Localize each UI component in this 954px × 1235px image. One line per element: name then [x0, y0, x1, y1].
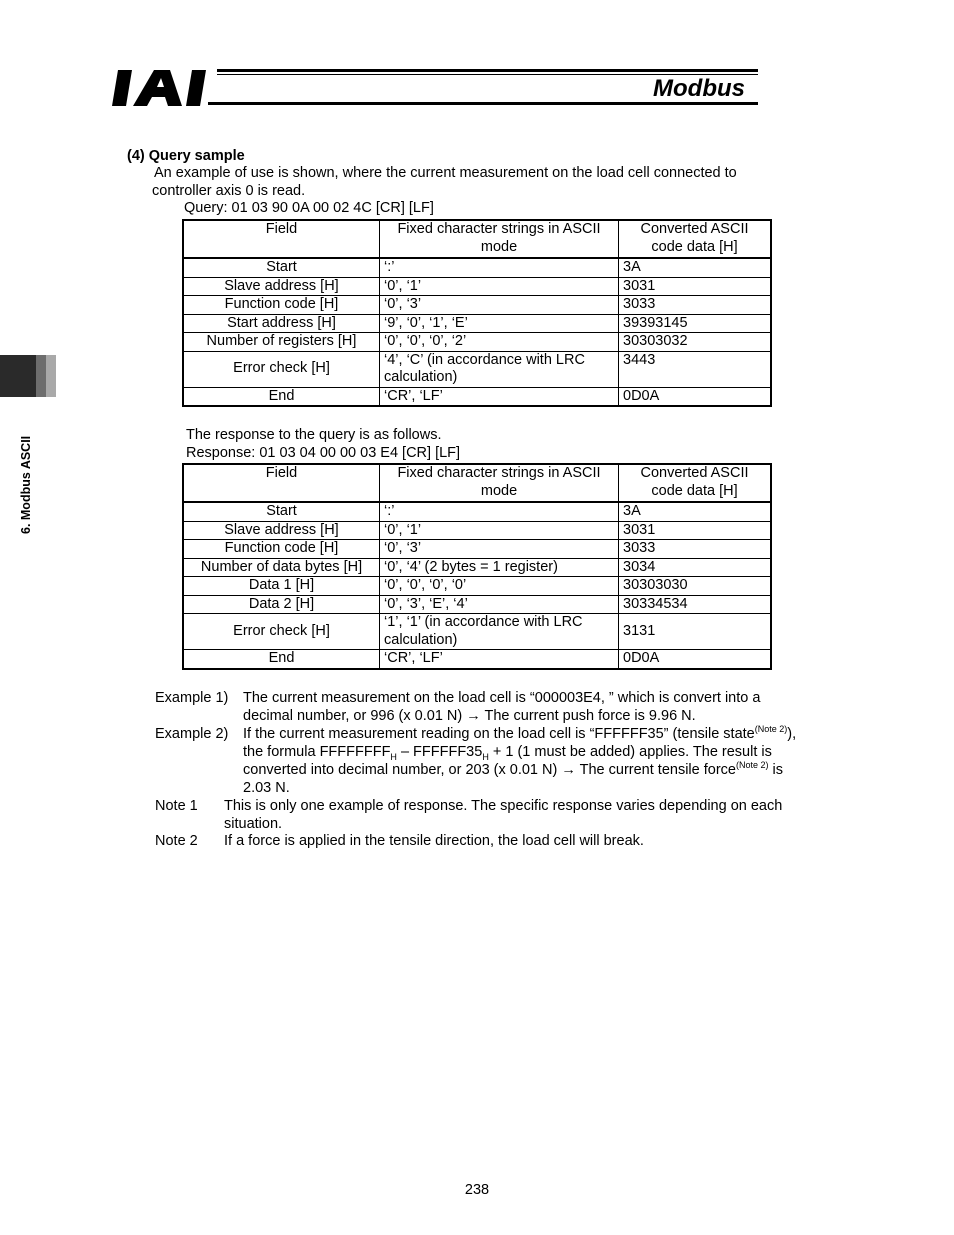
cell-field: Data 2 [H] [183, 595, 380, 614]
table-header-row [183, 220, 771, 258]
note-ref: (Note 2) [735, 760, 769, 771]
table-row [183, 540, 771, 559]
chapter-tab-marker-mid [36, 355, 46, 397]
cell-field: Start [183, 502, 380, 521]
header-title: Modbus [653, 75, 745, 102]
text: ), [787, 726, 797, 742]
cell-field: Function code [H] [183, 540, 380, 559]
example-2-label: Example 2) [155, 726, 229, 742]
cell-field: Slave address [H] [183, 521, 380, 540]
query-table [182, 219, 772, 407]
example-1-line-1: The current measurement on the load cell is “000003E4, ” which is convert into a [243, 690, 761, 706]
chapter-tab-marker-light [46, 355, 56, 397]
cell-code: 3031 [619, 277, 772, 296]
cell-fixed: ‘CR’, ‘LF’ [380, 387, 619, 406]
note-1-line-1: This is only one example of response. The specific response varies depending on each [224, 798, 783, 814]
cell-fixed: ‘:’ [380, 258, 619, 277]
cell-field: Number of registers [H] [183, 333, 380, 352]
table-row [183, 258, 771, 277]
table-row [183, 296, 771, 315]
example-2-line-1 [243, 726, 796, 744]
cell-code: 3131 [619, 614, 772, 650]
table-row [183, 314, 771, 333]
header-field: Field [183, 220, 380, 258]
cell-code: 3031 [619, 521, 772, 540]
text: the formula FFFFFFFF [243, 744, 391, 760]
example-1-line-2: decimal number, or 996 (x 0.01 N) → The current push force is 9.96 N. [243, 708, 696, 724]
intro-line-1: An example of use is shown, where the current measurement on the load cell connected to [154, 165, 737, 181]
cell-field: End [183, 650, 380, 669]
header-converted-code: Converted ASCII code data [H] [619, 220, 772, 258]
example-2-line-3 [243, 762, 783, 780]
example-2-line-4: 2.03 N. [243, 780, 290, 796]
cell-fixed: ‘9’, ‘0’, ‘1’, ‘E’ [380, 314, 619, 333]
cell-fixed: ‘CR’, ‘LF’ [380, 650, 619, 669]
table-header-row [183, 464, 771, 502]
header-field: Field [183, 464, 380, 502]
note-1-line-2: situation. [224, 816, 283, 832]
header-fixed-strings: Fixed character strings in ASCII mode [380, 220, 619, 258]
table-row [183, 558, 771, 577]
chapter-side-label: 6. Modbus ASCII [19, 435, 33, 534]
example-1-label: Example 1) [155, 690, 229, 706]
cell-field: Data 1 [H] [183, 577, 380, 596]
table-row [183, 387, 771, 406]
table-row [183, 650, 771, 669]
text: converted into decimal number, or 203 (x 0.01 N) → The current tensile force [243, 762, 736, 778]
table-row [183, 595, 771, 614]
table-row [183, 502, 771, 521]
hex-subscript: H [390, 751, 397, 762]
header-rule [217, 69, 758, 72]
note-1-label: Note 1 [155, 798, 198, 814]
cell-code: 3A [619, 258, 772, 277]
cell-code: 3033 [619, 296, 772, 315]
note-2-line-1: If a force is applied in the tensile direction, the load cell will break. [224, 833, 644, 849]
cell-fixed: ‘:’ [380, 502, 619, 521]
cell-code: 39393145 [619, 314, 772, 333]
cell-code: 3443 [619, 351, 772, 387]
cell-code: 3034 [619, 558, 772, 577]
table-row [183, 577, 771, 596]
cell-fixed: ‘0’, ‘1’ [380, 277, 619, 296]
table-row [183, 614, 771, 650]
example-2-line-2 [243, 744, 772, 762]
text: + 1 (1 must be added) applies. The result is [488, 744, 772, 760]
cell-field: End [183, 387, 380, 406]
table-row [183, 333, 771, 352]
cell-field: Start address [H] [183, 314, 380, 333]
query-line: Query: 01 03 90 0A 00 02 4C [CR] [LF] [184, 200, 434, 216]
cell-code: 3A [619, 502, 772, 521]
table-row [183, 277, 771, 296]
note-2-label: Note 2 [155, 833, 198, 849]
cell-code: 30303030 [619, 577, 772, 596]
cell-code: 0D0A [619, 387, 772, 406]
cell-field: Error check [H] [183, 351, 380, 387]
cell-field: Slave address [H] [183, 277, 380, 296]
cell-code: 30334534 [619, 595, 772, 614]
header-underline [208, 102, 758, 105]
response-table [182, 463, 772, 670]
cell-code: 30303032 [619, 333, 772, 352]
table-row [183, 521, 771, 540]
text: is [768, 762, 783, 778]
note-ref: (Note 2) [754, 724, 788, 735]
cell-fixed: ‘1’, ‘1’ (in accordance with LRC calculation) [380, 614, 619, 650]
cell-fixed: ‘0’, ‘0’, ‘0’, ‘2’ [380, 333, 619, 352]
cell-field: Error check [H] [183, 614, 380, 650]
cell-fixed: ‘0’, ‘3’ [380, 296, 619, 315]
cell-fixed: ‘0’, ‘0’, ‘0’, ‘0’ [380, 577, 619, 596]
hex-subscript: H [482, 751, 489, 762]
response-intro: The response to the query is as follows. [186, 427, 442, 443]
cell-fixed: ‘0’, ‘3’, ‘E’, ‘4’ [380, 595, 619, 614]
cell-fixed: ‘0’, ‘4’ (2 bytes = 1 register) [380, 558, 619, 577]
cell-fixed: ‘0’, ‘3’ [380, 540, 619, 559]
page-number: 238 [464, 1182, 490, 1198]
header-fixed-strings: Fixed character strings in ASCII mode [380, 464, 619, 502]
header-converted-code: Converted ASCII code data [H] [619, 464, 772, 502]
iai-logo [112, 68, 222, 108]
cell-field: Start [183, 258, 380, 277]
text: If the current measurement reading on the load cell is “FFFFFF35” (tensile state [243, 726, 755, 742]
cell-field: Number of data bytes [H] [183, 558, 380, 577]
response-line: Response: 01 03 04 00 00 03 E4 [CR] [LF] [186, 445, 461, 461]
table-row [183, 351, 771, 387]
cell-fixed: ‘4’, ‘C’ (in accordance with LRC calculation) [380, 351, 619, 387]
cell-code: 3033 [619, 540, 772, 559]
cell-code: 0D0A [619, 650, 772, 669]
text: – FFFFFF35 [396, 744, 483, 760]
section-title: (4) Query sample [127, 148, 245, 164]
intro-line-2: controller axis 0 is read. [152, 183, 306, 199]
cell-fixed: ‘0’, ‘1’ [380, 521, 619, 540]
chapter-tab-marker [0, 355, 36, 397]
cell-field: Function code [H] [183, 296, 380, 315]
